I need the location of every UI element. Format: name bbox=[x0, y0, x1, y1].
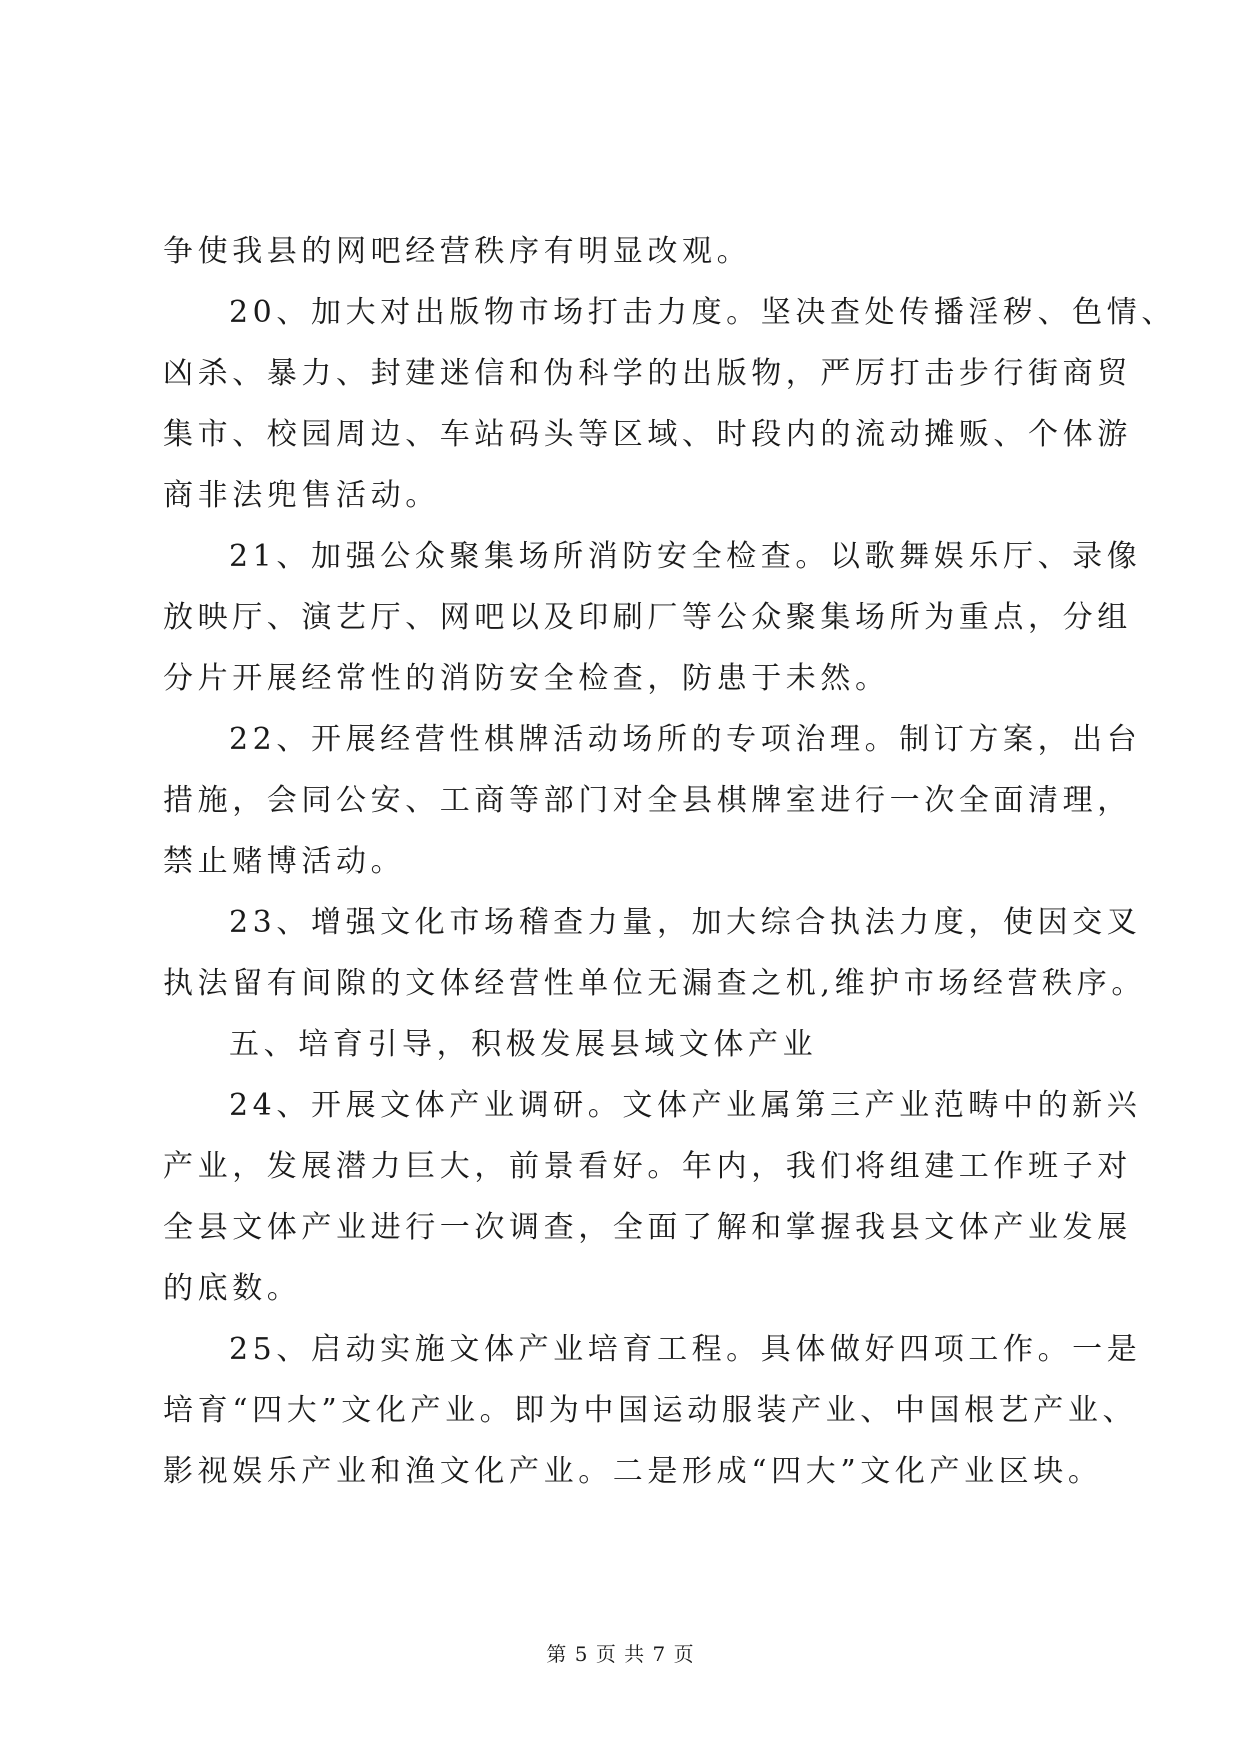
text-line: 全县文体产业进行一次调查，全面了解和掌握我县文体产业发展 bbox=[163, 1210, 1132, 1245]
paragraph-24-start: 24、开展文体产业调研。文体产业属第三产业范畴中的新兴 bbox=[229, 1088, 1142, 1123]
text-line: 放映厅、演艺厅、网吧以及印刷厂等公众聚集场所为重点，分组 bbox=[163, 600, 1132, 635]
text-line: 分片开展经常性的消防安全检查，防患于未然。 bbox=[163, 661, 890, 696]
text-line: 集市、校园周边、车站码头等区域、时段内的流动摊贩、个体游 bbox=[163, 417, 1132, 452]
text-line: 培育“四大”文化产业。即为中国运动服装产业、中国根艺产业、 bbox=[163, 1393, 1138, 1428]
text-line: 影视娱乐产业和渔文化产业。二是形成“四大”文化产业区块。 bbox=[163, 1454, 1103, 1489]
text-line: 商非法兜售活动。 bbox=[163, 478, 440, 513]
paragraph-22-start: 22、开展经营性棋牌活动场所的专项治理。制订方案，出台 bbox=[229, 722, 1142, 757]
text-line: 禁止赌博活动。 bbox=[163, 844, 406, 879]
paragraph-25-start: 25、启动实施文体产业培育工程。具体做好四项工作。一是 bbox=[229, 1332, 1142, 1367]
text-line: 凶杀、暴力、封建迷信和伪科学的出版物，严厉打击步行街商贸 bbox=[163, 356, 1132, 391]
text-line: 产业，发展潜力巨大，前景看好。年内，我们将组建工作班子对 bbox=[163, 1149, 1132, 1184]
text-line: 的底数。 bbox=[163, 1271, 302, 1306]
text-line: 执法留有间隙的文体经营性单位无漏查之机,维护市场经营秩序。 bbox=[163, 966, 1146, 1001]
text-line: 争使我县的网吧经营秩序有明显改观。 bbox=[163, 234, 752, 269]
paragraph-23-start: 23、增强文化市场稽查力量，加大综合执法力度，使因交叉 bbox=[229, 905, 1142, 940]
paragraph-20-start: 20、加大对出版物市场打击力度。坚决查处传播淫秽、色情、 bbox=[229, 295, 1176, 330]
paragraph-21-start: 21、加强公众聚集场所消防安全检查。以歌舞娱乐厅、录像 bbox=[229, 539, 1142, 574]
text-line: 措施，会同公安、工商等部门对全县棋牌室进行一次全面清理， bbox=[163, 783, 1132, 818]
section-heading: 五、培育引导，积极发展县域文体产业 bbox=[229, 1027, 818, 1062]
page-number-footer: 第 5 页 共 7 页 bbox=[546, 1642, 695, 1666]
document-body bbox=[163, 221, 1176, 1502]
